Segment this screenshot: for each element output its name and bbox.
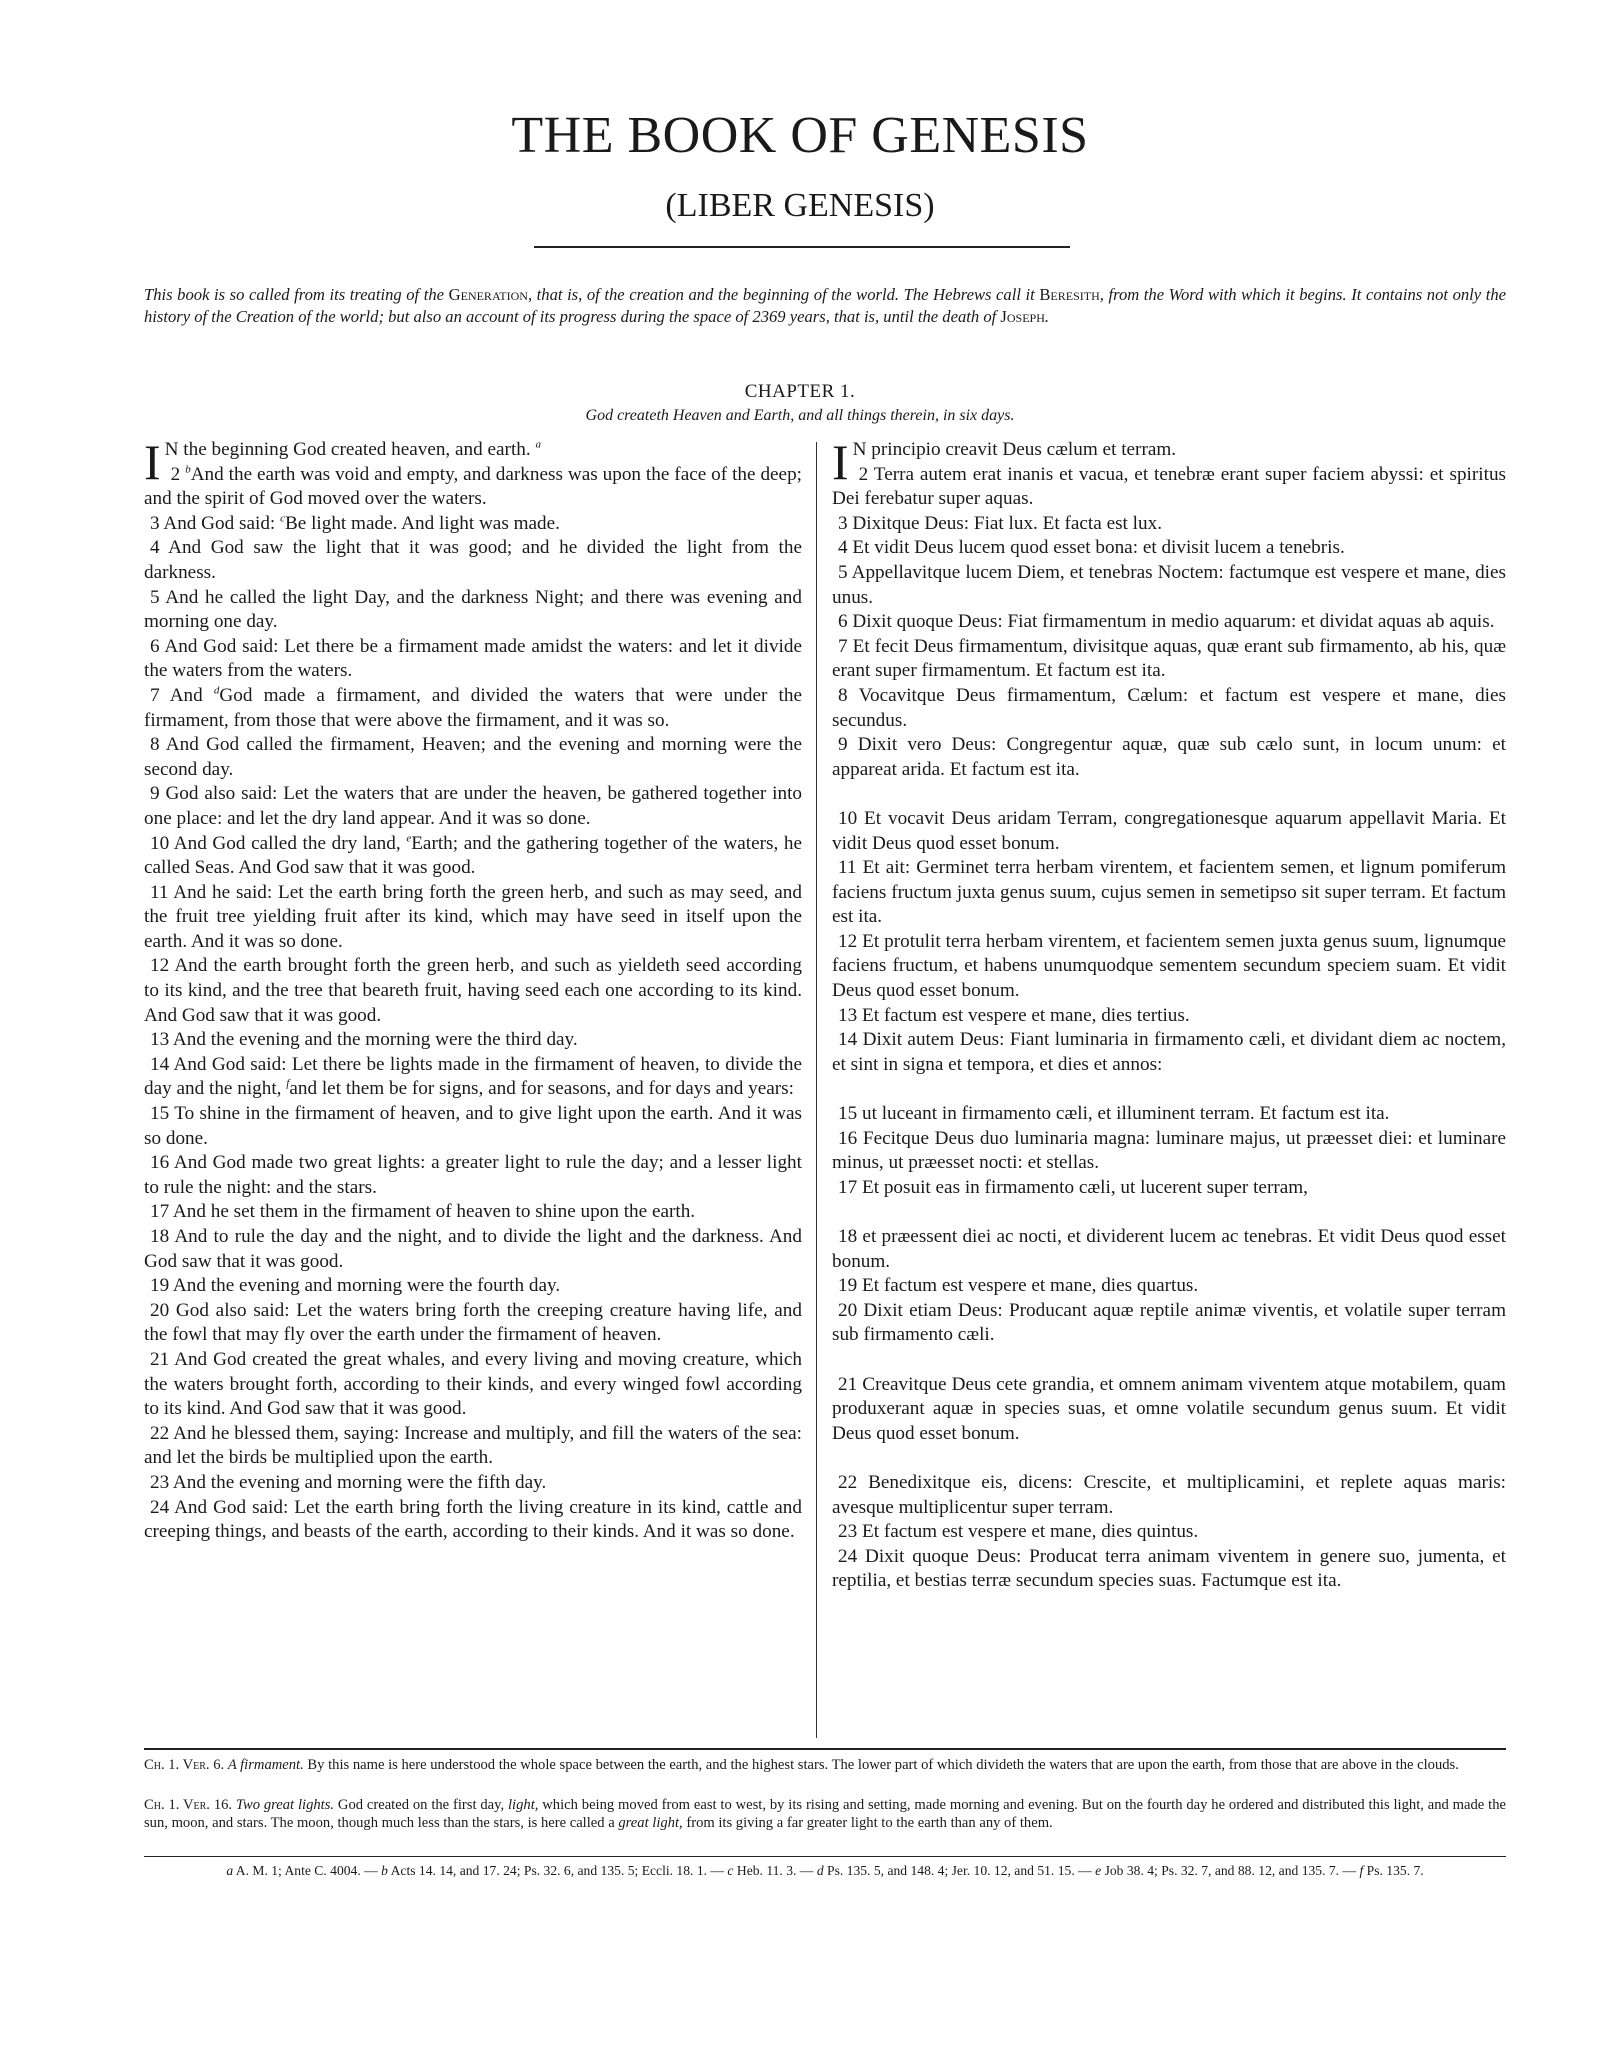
reference-mark: f xyxy=(1359,1863,1364,1878)
verse-11-english: 11 And he said: Let the earth bring forth the green herb, and such as may seed, and the fruit tree yielding fruit after its kind, which may have seed in itself upon the earth. And it was so done. xyxy=(144,881,802,952)
verse-8-latin: 8 Vocavitque Deus firmamentum, Cælum: et factum est vespere et mane, dies secundus. xyxy=(832,684,1506,731)
footnote-great-lights xyxy=(144,1796,1506,1833)
verse-12-english: 12 And the earth brought forth the green herb, and such as yieldeth seed according to its kind, and the tree that beareth fruit, having seed each one according to its kind. And God saw that it was good. xyxy=(144,955,802,1026)
reference-mark: e xyxy=(406,832,412,845)
page-title: THE BOOK OF GENESIS xyxy=(511,107,1089,164)
verse-21-english: 21 And God created the great whales, and every living and moving creature, which the waters brought forth, according to their kinds, and every winged fowl according to its kind. And God saw that it was good. xyxy=(144,1348,802,1420)
reference-mark: b xyxy=(185,463,191,476)
footnote-text: which being moved from east to west, by its rising and setting, made morning and evening. But on the fourth day he ordered and distributed this light, and made the sun, moon, and stars. The moon, though much less than the stars, is here called a xyxy=(144,1797,1506,1832)
book-introduction xyxy=(144,284,1506,328)
column-divider xyxy=(816,442,817,1738)
reference-text: Job 38. 4; Ps. 32. 7, and 88. 12, and 135. 7. — xyxy=(1104,1863,1357,1878)
verse-20-english: 20 God also said: Let the waters bring forth the creeping creature having life, and the fowl that may fly over the earth under the firmament of heaven. xyxy=(144,1299,802,1346)
intro-term-generation: Generation xyxy=(448,285,528,304)
page-subtitle: (LIBER GENESIS) xyxy=(665,187,935,224)
footnote-emphasis: light, xyxy=(508,1797,539,1813)
verse-5-latin: 5 Appellavitque lucem Diem, et tenebras Noctem: factumque est vespere et mane, dies unus. xyxy=(832,561,1506,608)
verse-2-english xyxy=(144,463,802,512)
reference-mark: d xyxy=(213,684,220,697)
verse-7-latin: 7 Et fecit Deus firmamentum, divisitque aquas, quæ erant sub firmamento, ab his, quæ erant super firmamentum. Et factum est ita. xyxy=(832,635,1506,682)
chapter-summary: God createth Heaven and Earth, and all things therein, in six days. xyxy=(585,407,1015,424)
reference-mark: c xyxy=(280,512,285,525)
title-rule xyxy=(534,246,1070,248)
footnote-text: from its giving a far greater light to the earth than any of them. xyxy=(686,1815,1053,1832)
drop-cap: I xyxy=(144,438,161,490)
latin-column xyxy=(832,438,1506,1738)
intro-text-2: , that is, of the creation and the beginning of the world. The Hebrews call it xyxy=(527,285,1040,304)
verse-4-english: 4 And God saw the light that it was good; and he divided the light from the darkness. xyxy=(144,537,802,583)
reference-mark: a xyxy=(535,438,541,451)
verse-17-latin: 17 Et posuit eas in firmamento cæli, ut lucerent super terram, xyxy=(838,1176,1308,1198)
verse-text: 14 And God said: Let there be lights made in the firmament of heaven, to divide the day and the night, xyxy=(144,1053,802,1100)
verse-13-english: 13 And the evening and the morning were the third day. xyxy=(150,1029,578,1051)
reference-mark: b xyxy=(381,1863,388,1878)
reference-mark: e xyxy=(1095,1863,1102,1878)
verse-9-english: 9 God also said: Let the waters that are under the heaven, be gathered together into one place: and let the dry land appear. And it was so done. xyxy=(144,783,802,829)
verse-24-english: 24 And God said: Let the earth bring forth the living creature in its kind, cattle and creeping things, and beasts of the earth, according to their kinds. And it was so done. xyxy=(144,1496,802,1543)
verse-text: 7 And xyxy=(150,684,203,706)
cross-references xyxy=(144,1862,1506,1880)
verse-15-latin: 15 ut luceant in firmamento cæli, et illuminent terram. Et factum est ita. xyxy=(838,1103,1390,1125)
footnote-term: Two great lights. xyxy=(235,1797,335,1813)
reference-text: Ps. 135. 7. xyxy=(1366,1863,1424,1878)
verse-text: Be light made. And light was made. xyxy=(284,512,560,534)
verse-16-latin: 16 Fecitque Deus duo luminaria magna: luminare majus, ut præesset diei: et luminare minus, ut præesset nocti: et stellas. xyxy=(832,1127,1506,1174)
verse-20-latin: 20 Dixit etiam Deus: Producant aquæ reptile animæ viventis, et volatile super terram sub firmamento cæli. xyxy=(832,1299,1506,1346)
reference-mark: c xyxy=(727,1863,734,1878)
reference-mark: a xyxy=(226,1863,234,1878)
verse-9-latin: 9 Dixit vero Deus: Congregentur aquæ, quæ sub cælo sunt, in locum unum: et appareat arida. Et factum est ita. xyxy=(832,734,1506,780)
chapter-heading: CHAPTER 1. xyxy=(744,381,856,402)
verse-8-english: 8 And God called the firmament, Heaven; and the evening and morning were the second day. xyxy=(144,734,802,780)
reference-text: Acts 14. 14, and 17. 24; Ps. 32. 6, and 135. 5; Eccli. 18. 1. — xyxy=(390,1863,725,1878)
footnote-text: By this name is here understood the whole space between the earth, and the highest stars. The lower part of which divideth the waters that are upon the earth, from those that are above in the clouds. xyxy=(307,1757,1459,1773)
verse-18-english: 18 And to rule the day and the night, and to divide the light and the darkness. And God saw that it was good. xyxy=(144,1226,802,1272)
verse-text: N the beginning God created heaven, and earth. xyxy=(164,439,531,460)
verse-24-latin: 24 Dixit quoque Deus: Producat terra animam viventem in genere suo, jumenta, et reptilia, et bestias terræ secundum species suas. Factumque est ita. xyxy=(832,1545,1506,1592)
verse-text: 3 And God said: xyxy=(150,512,276,534)
verse-14-latin: 14 Dixit autem Deus: Fiant luminaria in firmamento cæli, et dividant diem ac noctem, et sint in signa et tempora, et dies et annos: xyxy=(832,1029,1506,1075)
verse-19-latin: 19 Et factum est vespere et mane, dies quartus. xyxy=(838,1275,1199,1297)
verse-4-latin: 4 Et vidit Deus lucem quod esset bona: et divisit lucem a tenebris. xyxy=(838,537,1345,559)
verse-23-latin: 23 Et factum est vespere et mane, dies quintus. xyxy=(838,1521,1199,1543)
footnote-rule xyxy=(144,1748,1506,1750)
verse-number: 2 xyxy=(170,463,181,485)
intro-text-1: This book is so called from its treating of the xyxy=(144,285,449,304)
verse-text: and let them be for signs, and for seasons, and for days and years: xyxy=(289,1078,794,1100)
verse-22-latin: 22 Benedixitque eis, dicens: Crescite, et multiplicamini, et replete aquas maris: avesque multiplicentur super terram. xyxy=(832,1471,1506,1518)
english-column xyxy=(144,438,802,1738)
reference-mark: f xyxy=(286,1078,290,1091)
footnote-firmament xyxy=(144,1756,1506,1774)
verse-13-latin: 13 Et factum est vespere et mane, dies tertius. xyxy=(838,1004,1190,1026)
verse-14-english xyxy=(144,1053,802,1102)
verse-10-latin: 10 Et vocavit Deus aridam Terram, congregationesque aquarum appellavit Maria. Et vidit Deus quod esset bonum. xyxy=(832,807,1506,854)
footnote-reference: Ch. 1. Ver. 16. xyxy=(144,1797,233,1813)
verse-5-english: 5 And he called the light Day, and the darkness Night; and there was evening and morning one day. xyxy=(144,586,802,633)
verse-2-latin: 2 Terra autem erat inanis et vacua, et tenebræ erant super faciem abyssi: et spiritus Dei ferebatur super aquas. xyxy=(832,463,1506,510)
verse-3-latin: 3 Dixitque Deus: Fiat lux. Et facta est lux. xyxy=(838,512,1162,534)
verse-16-english: 16 And God made two great lights: a greater light to rule the day; and a lesser light to rule the night: and the stars. xyxy=(144,1152,802,1198)
verse-text: Earth; and the gathering together of the waters, he called Seas. And God saw that it was good. xyxy=(144,832,802,879)
footnote-term: A firmament. xyxy=(227,1757,304,1773)
verse-7-english xyxy=(144,684,802,733)
verse-text: And the earth was void and empty, and darkness was upon the face of the deep; and the spirit of God moved over the waters. xyxy=(144,463,802,510)
intro-term-beresith: Beresith xyxy=(1039,285,1100,304)
verse-text: God made a firmament, and divided the waters that were under the firmament, from those that were above the firmament, and it was so. xyxy=(144,684,802,731)
verse-3-english xyxy=(144,512,802,537)
footnote-reference: Ch. 1. Ver. 6. xyxy=(144,1757,225,1773)
reference-mark: d xyxy=(816,1863,824,1878)
verse-22-english: 22 And he blessed them, saying: Increase and multiply, and fill the waters of the sea: and let the birds be multiplied upon the earth. xyxy=(144,1422,802,1469)
verse-19-english: 19 And the evening and morning were the fourth day. xyxy=(150,1275,561,1297)
intro-text-3: , from the Word with which it begins. It contains not only the history of the Creation of the world; but also an account of its progress during the space of 2369 years, that is, until the death of xyxy=(144,285,1507,326)
verse-text: N principio creavit Deus cælum et terram. xyxy=(852,439,1177,460)
verse-6-latin: 6 Dixit quoque Deus: Fiat firmamentum in medio aquarum: et dividat aquas ab aquis. xyxy=(838,611,1495,633)
verse-23-english: 23 And the evening and morning were the fifth day. xyxy=(150,1471,547,1493)
reference-text: Heb. 11. 3. — xyxy=(736,1863,814,1878)
intro-text-4: . xyxy=(1044,307,1050,326)
footnote-text: God created on the first day, xyxy=(337,1797,505,1813)
verse-text: 10 And God called the dry land, xyxy=(150,832,401,854)
reference-text: Ps. 135. 5, and 148. 4; Jer. 10. 12, and 51. 15. — xyxy=(827,1863,1092,1878)
verse-10-english xyxy=(144,832,802,881)
references-rule xyxy=(144,1856,1506,1857)
verse-11-latin: 11 Et ait: Germinet terra herbam virentem, et facientem semen, et lignum pomiferum faciens fructum juxta genus suum, cujus semen in semetipso sit super terram. Et factum est ita. xyxy=(832,857,1506,928)
intro-term-joseph: Joseph xyxy=(1000,307,1045,326)
verse-17-english: 17 And he set them in the firmament of heaven to shine upon the earth. xyxy=(150,1201,696,1223)
verse-18-latin: 18 et præessent diei ac nocti, et dividerent lucem ac tenebras. Et vidit Deus quod esset bonum. xyxy=(832,1226,1506,1272)
verse-15-english: 15 To shine in the firmament of heaven, and to give light upon the earth. And it was so done. xyxy=(144,1103,802,1149)
reference-text: A. M. 1; Ante C. 4004. — xyxy=(235,1863,378,1878)
drop-cap: I xyxy=(832,438,849,490)
footnote-emphasis: great light, xyxy=(618,1815,683,1832)
verse-21-latin: 21 Creavitque Deus cete grandia, et omnem animam viventem atque motabilem, quam produxerant aquæ in species suas, et omne volatile secundum genus suum. Et vidit Deus quod esset bonum. xyxy=(832,1373,1506,1444)
verse-12-latin: 12 Et protulit terra herbam virentem, et facientem semen juxta genus suum, lignumque faciens fructum, et habens unumquodque sementem secundum speciem suam. Et vidit Deus quod esset bonum. xyxy=(832,930,1506,1002)
verse-6-english: 6 And God said: Let there be a firmament made amidst the waters: and let it divide the waters from the waters. xyxy=(144,635,802,682)
